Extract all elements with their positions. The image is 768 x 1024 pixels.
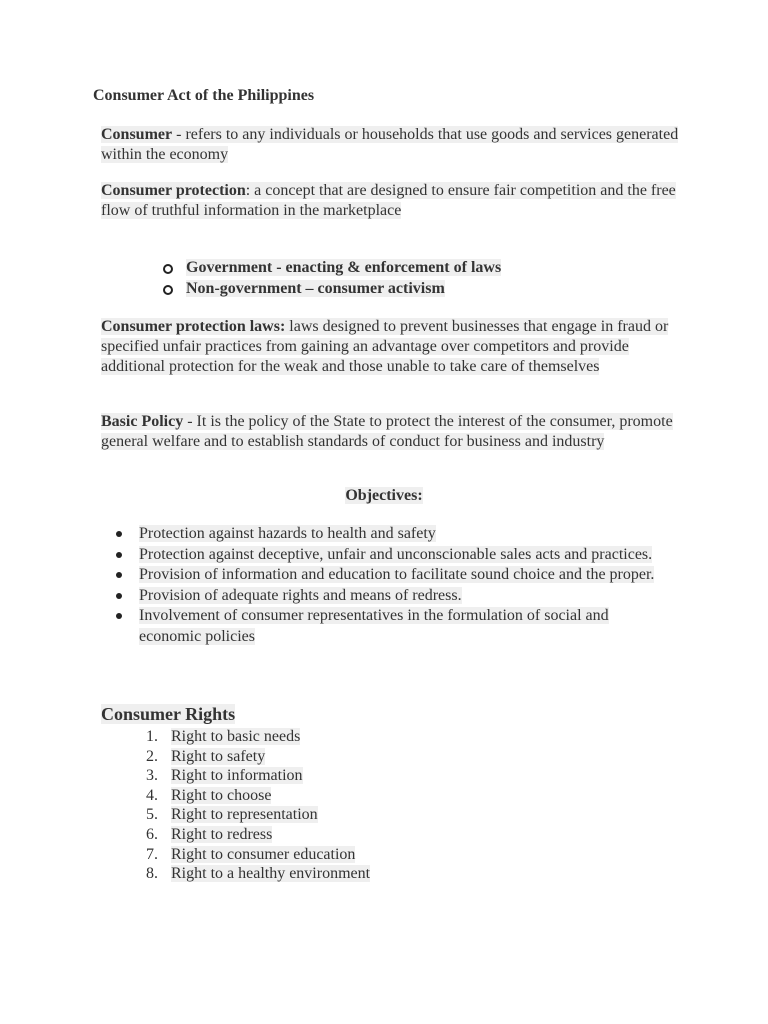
list-item: 3. Right to information bbox=[146, 767, 303, 785]
list-item: Non-government – consumer activism bbox=[160, 278, 501, 299]
document-title: Consumer Act of the Philippines bbox=[93, 87, 315, 104]
list-item: 8. Right to a healthy environment bbox=[146, 865, 371, 883]
list-item: 1. Right to basic needs bbox=[146, 728, 301, 745]
basic-policy-term: Basic Policy bbox=[101, 413, 184, 430]
consumer-protection-term: Consumer protection bbox=[101, 182, 246, 199]
list-item: 4. Right to choose bbox=[146, 786, 272, 804]
list-item: 5. Right to representation bbox=[146, 806, 318, 824]
list-item: Provision of adequate rights and means of redress. bbox=[112, 586, 672, 607]
objectives-list bbox=[112, 524, 672, 647]
protection-laws-definition bbox=[101, 317, 681, 377]
list-item: Protection against hazards to health and safety bbox=[112, 524, 672, 545]
rights-heading: Consumer Rights bbox=[101, 704, 236, 724]
objectives-heading: Objectives: bbox=[345, 487, 423, 504]
list-item: Protection against deceptive, unfair and unconscionable sales acts and practices. bbox=[112, 545, 672, 566]
consumer-definition-text: - refers to any individuals or households that use goods and services generated within the economy bbox=[101, 126, 679, 163]
list-item: Provision of information and education to facilitate sound choice and the proper. bbox=[112, 565, 672, 586]
protection-laws-text: laws designed to prevent businesses that engage in fraud or specified unfair practices from gaining an advantage over competitors and provide additional protection for the weak and those unable to take care of themselves bbox=[101, 318, 669, 375]
list-item: 2. Right to safety bbox=[146, 747, 266, 765]
list-item: Involvement of consumer representatives in the formulation of social and economic policies bbox=[112, 606, 672, 647]
consumer-definition bbox=[101, 125, 681, 165]
basic-policy-definition bbox=[101, 412, 681, 452]
basic-policy-text: - It is the policy of the State to protect the interest of the consumer, promote general welfare and to establish standards of conduct for business and industry bbox=[101, 413, 673, 450]
list-item: 7. Right to consumer education bbox=[146, 845, 356, 863]
protection-laws-term: Consumer protection laws: bbox=[101, 318, 286, 335]
consumer-protection-definition bbox=[101, 181, 681, 221]
consumer-term: Consumer bbox=[101, 126, 173, 143]
protection-types-list bbox=[160, 257, 501, 299]
consumer-protection-text: : a concept that are designed to ensure fair competition and the free flow of truthful information in the marketplace bbox=[101, 182, 676, 219]
list-item: 6. Right to redress bbox=[146, 825, 273, 843]
list-item: Government - enacting & enforcement of laws bbox=[160, 257, 501, 278]
rights-list bbox=[146, 727, 370, 884]
